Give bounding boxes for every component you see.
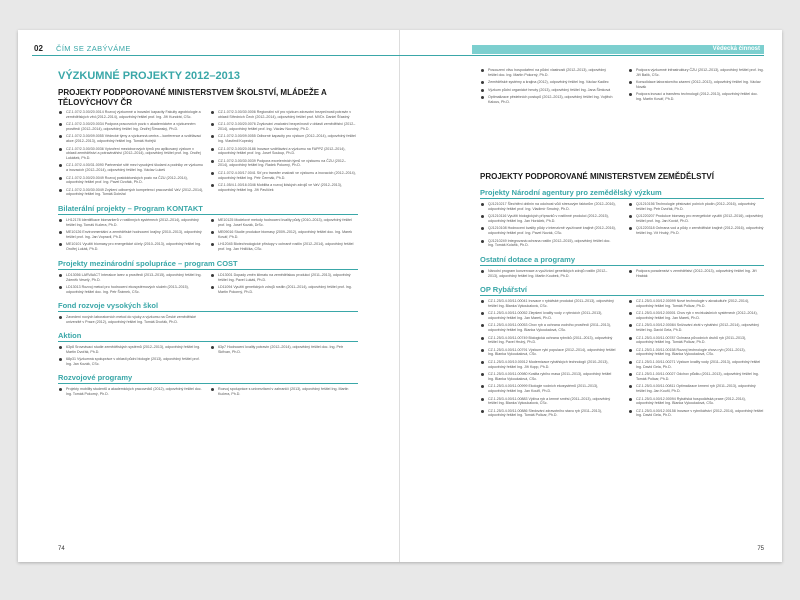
- left-b-column: [210, 387, 356, 399]
- list-item: CZ.1.07/2.3.00/30.0039 Podpora excelentních týmů ve výzkumu na ČZU (2012–2014), odpovědný řešitel Ing. Radek Pokorný, Ph.D.: [210, 159, 356, 168]
- section-heading: Ostatní dotace a programy: [480, 255, 576, 264]
- right-a-column: [480, 269, 616, 281]
- folio: 74: [58, 546, 65, 552]
- section-rule: [58, 214, 358, 215]
- section-heading: Rozvojové programy: [58, 373, 133, 382]
- section-rule: [58, 311, 358, 312]
- list-item: CZ.1.25/3.4.00/12.00001 Chov ryb v recirkulačních systémech (2012–2014), odpovědný řešitel Ing. Jan Mareš, Ph.D.: [628, 311, 764, 320]
- section-heading: Fond rozvoje vysokých škol: [58, 301, 159, 310]
- list-item: CZ.1.25/3.1.00/11.00158 Rozvoj technologie chovu ryb (2011–2013), odpovědný řešitel Ing. Blanka Vykoukalová, CSc.: [628, 348, 764, 357]
- left-b-column: [210, 345, 356, 357]
- list-item: CZ.1.07/2.3.00/30.0036 Vytvoření mezioborových týmů pro aplikovaný výzkum v oblasti zemědělství a potravinářství (2012–2014), odpovědný řešitel prof. Ing. Ondřej Lukášek, Ph.D.: [58, 147, 204, 161]
- left-b-column: [210, 218, 356, 255]
- list-item: CZ.1.25/3.4.00/11.00791 Výzkum rybí populace (2012–2014), odpovědný řešitel Ing. Blanka Vykoukalová, CSc.: [480, 348, 616, 357]
- section-rule: [480, 295, 764, 296]
- section-rule: [58, 383, 358, 384]
- list-item: CZ.1.25/3.4.00/11.00886 Sledování zdravotního stavu ryb (2011–2013), odpovědný řešitel Ing. Tomáš Policar, Ph.D.: [480, 409, 616, 418]
- right-a-column: [480, 299, 616, 421]
- right-top-b-column: [628, 68, 764, 105]
- list-item: ME09016 Studie produkce biomasy (2009–2012), odpovědný řešitel doc. Ing. Marek Kovář, Ph.D.: [210, 230, 356, 239]
- list-item: Rozvoj spolupráce s univerzitami v zahraničí (2013), odpovědný řešitel Ing. Martin Kučera, Ph.D.: [210, 387, 356, 396]
- section-rule: [58, 269, 358, 270]
- list-item: CZ.1.25/3.4.00/11.00052 Zlepšení kvality vody v rybnících (2011–2013), odpovědný řešitel Ing. Jan Mareš, Ph.D.: [480, 311, 616, 320]
- left-b-column: [210, 110, 356, 195]
- list-item: QJ1210108 Hodnocení kvality půdy v intenzivně využívané krajině (2012–2016), odpovědný řešitel prof. Ing. Pavel Novák, CSc.: [480, 226, 616, 235]
- list-item: LD11094 Využití genetických zdrojů rostlin (2011–2014), odpovědný řešitel prof. Ing. Martin Pokorný, Ph.D.: [210, 285, 356, 294]
- header-rule-right: [400, 55, 764, 56]
- list-item: CZ.1.25/3.4.00/10.00012 Modernizace rybářských technologií (2010–2013), odpovědný řešitel Ing. Jiří Kopp, Ph.D.: [480, 360, 616, 369]
- section-heading: Projekty Národní agentury pro zemědělský výzkum: [480, 188, 662, 197]
- list-item: CZ.1.25/3.4.00/11.00980 Kvalita rybího masa (2011–2013), odpovědný řešitel Ing. Blanka Vykoukalová, CSc.: [480, 372, 616, 381]
- right-a-column: [480, 202, 616, 251]
- list-item: CZ.1.25/3.4.00/11.00787 Ochrana původních druhů ryb (2011–2013), odpovědný řešitel Ing. Tomáš Policar, Ph.D.: [628, 336, 764, 345]
- list-item: CZ.1.25/3.4.00/11.00053 Chov ryb a ochrana vodního prostředí (2011–2013), odpovědný řešitel Ing. Blanka Vykoukalová, CSc.: [480, 323, 616, 332]
- section-tab: [472, 45, 764, 54]
- list-item: CZ.1.07/2.3.00/20.0076 Zvyšování znalostní bezpečnosti v oblasti zemědělství (2012–2014), odpovědný řešitel prof. Ing. Václav Novotný, Ph.D.: [210, 122, 356, 131]
- list-item: Podpora inovací a transferu technologií (2012–2013), odpovědný řešitel doc. Ing. Martin Kovář, Ph.D.: [628, 92, 764, 101]
- section-heading: Projekty mezinárodní spolupráce – program COST: [58, 259, 238, 268]
- section-rule: [58, 341, 358, 342]
- list-item: LH12045 Biotechnologické přístupy v ochraně rostlin (2012–2014), odpovědný řešitel prof. Ing. Jan Hnilička, CSc.: [210, 242, 356, 251]
- chapter-number: 02: [34, 44, 43, 53]
- left-a-column: [58, 387, 204, 399]
- section-heading: Aktion: [58, 331, 82, 340]
- running-head: ČÍM SE ZABÝVÁME: [56, 44, 131, 53]
- list-item: Optimalizace pěstebních postupů (2012–2013), odpovědný řešitel Ing. Vojtěch Kalous, Ph.D.: [480, 95, 616, 104]
- document-spread: [18, 30, 782, 562]
- list-item: ME10126 Environmentální a zemědělské hodnocení krajiny (2010–2013), odpovědný řešitel prof. Ing. Jan Vopravil, Ph.D.: [58, 230, 204, 239]
- list-item: QJ1210156 Technologie pěstování polních plodin (2012–2016), odpovědný řešitel Ing. Petr Dvořák, Ph.D.: [628, 202, 764, 211]
- list-item: Podpora výzkumné infrastruktury ČZU (2012–2013), odpovědný řešitel prof. Ing. Jiří Balík, CSc.: [628, 68, 764, 77]
- list-item: CZ.1.07/2.3.00/30.0049 Zvýšení odborných kompetencí pracovníků VaV (2012–2014), odpovědný řešitel Ing. Tomáš Doležal: [58, 188, 204, 197]
- list-item: CZ.1.25/3.1.00/11.00027 Odchov plůdku (2011–2013), odpovědný řešitel Ing. Tomáš Policar, Ph.D.: [628, 372, 764, 381]
- list-item: CZ.1.25/3.4.00/11.00811 Optimalizace krmení ryb (2011–2013), odpovědný řešitel Ing. Jan Kouřil, Ph.D.: [628, 384, 764, 393]
- list-item: CZ.1.25/3.4.00/12.00099 Nové technologie v akvakultuře (2012–2014), odpovědný řešitel Ing. Tomáš Policar, Ph.D.: [628, 299, 764, 308]
- list-item: CZ.1.25/3.4.00/11.00999 Ekologie vodních ekosystémů (2011–2013), odpovědný řešitel Ing. Jan Kouřil, Ph.D.: [480, 384, 616, 393]
- list-item: 63p7 Hodnocení kvality potravin (2012–2014), odpovědný řešitel doc. Ing. Petr Skřivan, Ph.D.: [210, 345, 356, 354]
- list-item: CZ.1.07/2.3.00/30.0006 Regionální síť pro výzkum zdravotní bezpečnosti potravin v oblasti Středních Čech (2012–2014), odpovědný řešitel prof. MVDr. Daniel Šťastný: [210, 110, 356, 119]
- list-item: CZ.1.07/2.3.00/20.0034 Podpora pracovních pozic v akademickém a výzkumném prostředí (2012–2014), odpovědný řešitel Ing. Ondřej Šimanský, Ph.D.: [58, 122, 204, 131]
- list-item: CZ.1.07/2.3.00/09.0055 Vědecké týmy a výzkumná centra – konference a vzdělávací akce (2012–2013), odpovědný řešitel Ing. Tomáš Hořejší: [58, 134, 204, 143]
- list-item: Projekty mobility studentů a akademických pracovníků (2012), odpovědný řešitel doc. Ing. Tomáš Pokorný, Ph.D.: [58, 387, 204, 396]
- list-item: CZ.1.07/2.3.00/20.0049 Rozvoj postdoktorských pozic na ČZU (2012–2014), odpovědný řešitel prof. Ing. Pavel Dvořák, Ph.D.: [58, 176, 204, 185]
- list-item: CZ.1.25/3.1.00/11.00271 Výzkum kvality vody (2011–2013), odpovědný řešitel Ing. David Gela, Ph.D.: [628, 360, 764, 369]
- list-item: CZ.1.25/3.4.00/11.00749 Biologická ochrana rybníků (2011–2013), odpovědný řešitel Ing. Pavel Hrubý, Ph.D.: [480, 336, 616, 345]
- list-item: Zavedení nových laboratorních metod do výuky a výzkumu na České zemědělské univerzitě v Praze (2012), odpovědný řešitel Ing. Tomáš Dvořák, Ph.D.: [58, 315, 204, 324]
- left-b-column: [210, 273, 356, 297]
- section-heading: Bilaterální projekty – Program KONTAKT: [58, 204, 203, 213]
- list-item: CZ.1.07/2.4.00/17.0041 Síť pro transfer znalostí ve výzkumu a inovacích (2012–2014), odpovědný řešitel Ing. Petr Čermák, Ph.D.: [210, 171, 356, 180]
- left-a-column: [58, 218, 204, 255]
- list-item: QJ1210249 Integrovaná ochrana rostlin (2012–2015), odpovědný řešitel doc. Ing. Tomáš Kolařík, Ph.D.: [480, 239, 616, 248]
- left-a-column: [58, 273, 204, 297]
- list-item: CZ.1.05/4.1.00/16.0346 Mobilita a rozvoj lidských zdrojů ve VaV (2012–2013), odpovědný řešitel Ing. Jiří Pavlíček: [210, 183, 356, 192]
- list-item: CZ.1.25/3.4.00/12.00094 Rybářská hospodářská praxe (2012–2014), odpovědný řešitel Ing. Blanka Vykoukalová, CSc.: [628, 397, 764, 406]
- list-item: Podpora poradenství v zemědělství (2012–2013), odpovědný řešitel Ing. Jiří Hrabák: [628, 269, 764, 278]
- list-item: Národní program konzervace a využívání genetických zdrojů rostlin (2012–2013), odpovědný řešitel Ing. Martin Koubek, Ph.D.: [480, 269, 616, 278]
- list-item: LD13056 LARVAACT Interakce larev a prostředí (2013–2015), odpovědný řešitel Ing. Zdeněk Veselý, Ph.D.: [58, 273, 204, 282]
- list-item: Výzkum půdní organické hmoty (2013), odpovědný řešitel Ing. Jana Šimková: [480, 88, 616, 93]
- folio-right: 75: [757, 546, 764, 552]
- list-item: ME10101 Využití biomasy pro energetické účely (2010–2013), odpovědný řešitel Ing. Ondřej Lukáš, Ph.D.: [58, 242, 204, 251]
- list-item: CZ.1.25/3.4.00/12.00158 Inovace v rybníkářství (2012–2014), odpovědný řešitel Ing. David Gela, Ph.D.: [628, 409, 764, 418]
- left-a-column: [58, 110, 204, 200]
- list-item: CZ.1.25/3.4.00/11.00883 Výživa ryb a krmné směsi (2011–2013), odpovědný řešitel Ing. Blanka Vykoukalová, CSc.: [480, 397, 616, 406]
- list-item: CZ.1.07/2.3.00/20.0014 Rozvoj výzkumné a inovační kapacity Fakulty agrobiologie a zemědělských věd (2012–2014), odpovědný řešitel prof. Ing. Jiří Kundrát, CSc.: [58, 110, 204, 119]
- ministry-heading-right: PROJEKTY PODPOROVANÉ MINISTERSTVEM ZEMĚDĚLSTVÍ: [480, 172, 714, 181]
- section-tab-label: Vědecká činnost: [712, 46, 760, 52]
- left-page: [18, 30, 400, 562]
- section-heading: OP Rybářství: [480, 285, 527, 294]
- left-a-column: [58, 345, 204, 369]
- list-item: Konsolidace laboratorního zázemí (2012–2013), odpovědný řešitel Ing. Václav Novák: [628, 80, 764, 89]
- header-rule: [32, 55, 400, 56]
- list-item: QJ1220207 Produkce biomasy pro energetické využití (2012–2016), odpovědný řešitel prof. Ing. Jan Kovář, Ph.D.: [628, 214, 764, 223]
- list-item: QJ1220318 Ochrana vod a půdy v zemědělské krajině (2012–2016), odpovědný řešitel Ing. Vít Hrubý, Ph.D.: [628, 226, 764, 235]
- list-item: CZ.1.07/2.3.00/20.0186 Inovace vzdělávání a výzkumu na FAPPZ (2012–2014), odpovědný řešitel prof. Ing. Josef Soukup, Ph.D.: [210, 147, 356, 156]
- list-item: QJ1210116 Využití biologických přípravků v rostlinné produkci (2012–2015), odpovědný řešitel Ing. Jan Horáček, Ph.D.: [480, 214, 616, 223]
- list-item: Posouzení vlivu hospodaření na půdní vlastnosti (2012–2013), odpovědný řešitel doc. Ing. Martin Pokorný, Ph.D.: [480, 68, 616, 77]
- list-item: CZ.1.07/2.4.00/31.0090 Partnerské sítě mezi vysokými školami a podniky ve výzkumu a inovacích (2012–2014), odpovědný řešitel Ing. Václav Lukeš: [58, 163, 204, 172]
- section-rule: [480, 198, 764, 199]
- list-item: LH12178 Identifikace biomarkerů v rostlinných systémech (2012–2014), odpovědný řešitel Ing. Tomáš Kučera, Ph.D.: [58, 218, 204, 227]
- list-item: LD13013 Rozvoj metod pro hodnocení ekosystémových služeb (2013–2015), odpovědný řešitel doc. Ing. Petr Šrámek, CSc.: [58, 285, 204, 294]
- list-item: CZ.1.07/2.3.00/09.0055 Odborné kapacity pro výzkum (2012–2014), odpovědný řešitel Ing. Vlastimil Kopecký: [210, 134, 356, 143]
- right-b-column: [628, 202, 764, 239]
- page-title: VÝZKUMNÉ PROJEKTY 2012–2013: [58, 70, 240, 82]
- right-top-a-column: [480, 68, 616, 108]
- right-page: [400, 30, 782, 562]
- list-item: CZ.1.25/3.4.00/12.00084 Snižování ztrát v rybářství (2012–2014), odpovědný řešitel Ing. David Gela, Ph.D.: [628, 323, 764, 332]
- list-item: QJ1210217 Šlechtění obilnin na odolnost vůči stresovým faktorům (2012–2016), odpovědný řešitel prof. Ing. Vladimír Smutný, Ph.D.: [480, 202, 616, 211]
- list-item: LD13001 Dopady změn klimatu na zemědělskou produkci (2011–2013), odpovědný řešitel Ing. Pavel Lukáš, Ph.D.: [210, 273, 356, 282]
- list-item: 68p31 Výzkumná spolupráce v oblasti půdní biologie (2013), odpovědný řešitel prof. Ing. Jan Kozák, CSc.: [58, 357, 204, 366]
- list-item: Zemědělské systémy a krajina (2012), odpovědný řešitel Ing. Václav Kadlec: [480, 80, 616, 85]
- right-b-column: [628, 269, 764, 281]
- list-item: ME10125 Modelové metody hodnocení kvality půdy (2010–2013), odpovědný řešitel prof. Ing. Josef Kozák, DrSc.: [210, 218, 356, 227]
- ministry-heading: PROJEKTY PODPOROVANÉ MINISTERSTVEM ŠKOLSTVÍ, MLÁDEŽE A TĚLOVÝCHOVY ČR: [58, 88, 327, 107]
- list-item: 63p8 Srovnávací studie zemědělských systémů (2012–2013), odpovědný řešitel Ing. Martin Dvořák, Ph.D.: [58, 345, 204, 354]
- section-rule: [480, 265, 764, 266]
- list-item: CZ.1.25/3.4.00/11.00041 Inovace v rybářské produkci (2011–2013), odpovědný řešitel Ing. Blanka Vykoukalová, CSc.: [480, 299, 616, 308]
- left-a-column: [58, 315, 204, 327]
- right-b-column: [628, 299, 764, 421]
